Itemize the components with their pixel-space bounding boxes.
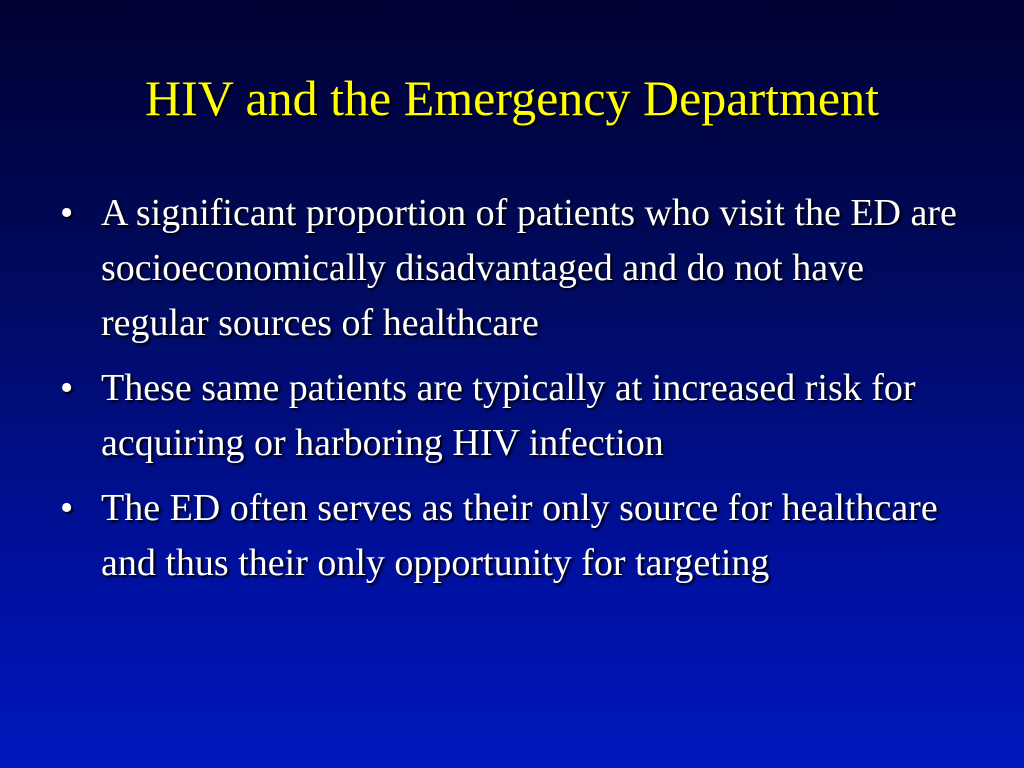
bullet-item (60, 361, 960, 471)
bullet-dot-icon: • (60, 192, 74, 234)
bullet-list (60, 186, 960, 601)
bullet-dot-icon: • (60, 487, 74, 529)
bullet-text: A significant proportion of patients who visit the ED are socioeconomically disadvantaged and do not have regular sources of healthcare (101, 192, 957, 344)
bullet-text: The ED often serves as their only source for healthcare and thus their only opportunity for targeting (101, 487, 938, 584)
bullet-item (60, 481, 960, 591)
bullet-text: These same patients are typically at increased risk for acquiring or harboring HIV infection (101, 367, 916, 464)
slide-title: HIV and the Emergency Department (144, 70, 879, 126)
bullet-item (60, 186, 960, 351)
bullet-dot-icon: • (60, 367, 74, 409)
